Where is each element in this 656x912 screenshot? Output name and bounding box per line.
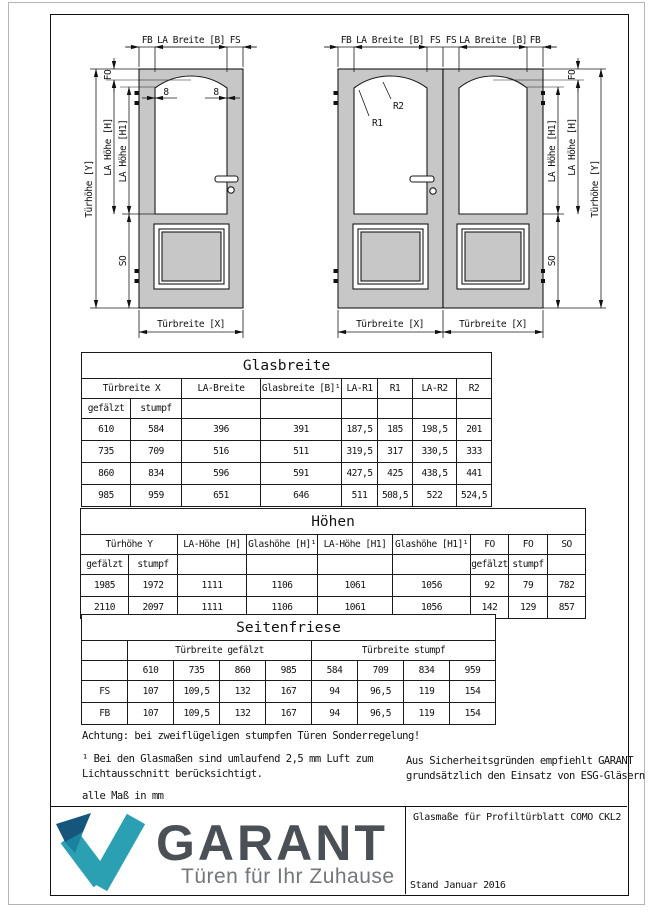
table-cell: 94 [312,703,358,725]
table-cell: 709 [131,441,182,463]
table-cell: 591 [261,463,342,485]
table-cell: 198,5 [413,419,457,441]
table-cell: 441 [457,463,492,485]
glasbreite-table [81,352,492,507]
table-cell: 1056 [393,597,471,619]
table-cell: 959 [131,485,182,507]
note-footnote-line2: Lichtausschnitt berücksichtigt. [82,768,263,780]
dim-label-la-hoehe-h1: LA Höhe [H1] [118,119,129,183]
dim-label-tuerhoehe-y: Türhöhe [Y] [84,160,95,218]
table-cell: 1106 [247,597,318,619]
table-cell: 511 [261,441,342,463]
table-cell: 2097 [129,597,178,619]
table-cell: 187,5 [342,419,378,441]
table-cell: 524,5 [457,485,492,507]
table-cell: 1985 [81,575,129,597]
table-cell: 860 [82,463,131,485]
table-cell: FS [82,681,128,703]
document-date: Stand Januar 2016 [410,880,506,891]
table-cell: 782 [548,575,586,597]
table-cell: 646 [261,485,342,507]
dim-label-fo: FO [567,69,578,81]
table-cell: 154 [450,703,496,725]
table-cell: 1111 [178,597,247,619]
dim-label-fo: FO [103,69,114,81]
sub-gefaelzt: gefälzt [471,555,509,575]
table-cell: 92 [471,575,509,597]
dim-label-fs: FS [429,35,441,46]
table-cell: 96,5 [358,681,404,703]
note-footnote-line1: ¹ Bei den Glasmaßen sind umlaufend 2,5 mm Luft zum [82,753,374,765]
table-cell: 167 [266,703,312,725]
seitenfriese-title: Seitenfriese [82,615,496,641]
sub-stumpf: stumpf [509,555,548,575]
table-cell: 107 [128,703,174,725]
table-cell: 333 [457,441,492,463]
table-cell: 735 [82,441,131,463]
dim-label-la-breite: LA Breite [B] [356,35,424,46]
table-cell: 511 [342,485,378,507]
table-row [82,485,492,507]
dim-label-tuerhoehe-y: Türhöhe [Y] [590,160,601,218]
dim-label-so: SO [118,255,129,267]
dim-label-tuerbreite-x: Türbreite [X] [356,319,424,330]
table-cell: 119 [404,681,450,703]
table-cell: 317 [378,441,413,463]
table-cell: 1106 [247,575,318,597]
table-cell: 596 [182,463,261,485]
col-r2: R2 [457,379,492,399]
sub-stumpf: stumpf [129,555,178,575]
table-cell: 185 [378,419,413,441]
dim-label-eight: 8 [163,87,169,98]
table-cell: 1056 [393,575,471,597]
dim-label-r1: R1 [372,118,383,129]
single-door [135,69,244,308]
dim-label-so: SO [547,255,558,267]
table-cell: 1972 [129,575,178,597]
hoehen-title: Höhen [81,509,586,535]
table-cell: 651 [182,485,261,507]
table-cell: 425 [378,463,413,485]
brand-wordmark: GARANT [156,815,388,871]
table-cell: 129 [509,597,548,619]
col-la-breite: LA-Breite [182,379,261,399]
table-cell: 834 [131,463,182,485]
col-la-hoehe-h: LA-Höhe [H] [178,535,247,555]
table-cell: 109,5 [174,703,220,725]
table-cell: 167 [266,681,312,703]
table-cell: 154 [450,681,496,703]
table-cell: 1111 [178,575,247,597]
dim-label-r2: R2 [393,101,404,112]
col-glasbreite: Glasbreite [B]¹ [261,379,342,399]
col-tuerhoehe-y: Türhöhe Y [81,535,178,555]
col-glashoehe-h1: Glashöhe [H1]¹ [393,535,471,555]
col-la-r1: LA-R1 [342,379,378,399]
dim-label-eight: 8 [213,87,219,98]
table-cell: 985 [82,485,131,507]
footer-top-border [50,806,627,807]
table-cell: 584 [131,419,182,441]
document-title: Glasmaße für Profiltürblatt COMO CKL2 [413,812,621,823]
table-cell: 94 [312,681,358,703]
table-cell: 508,5 [378,485,413,507]
table-cell: 132 [220,703,266,725]
note-achtung: Achtung: bei zweiflügeligen stumpfen Türen Sonderregelung! [82,730,420,742]
table-cell: 79 [509,575,548,597]
table-cell: FB [82,703,128,725]
col-glashoehe-h: Glashöhe [H]¹ [247,535,318,555]
col-r1: R1 [378,379,413,399]
table-cell: 522 [413,485,457,507]
note-safety-line2: grundsätzlich den Einsatz von ESG-Gläsern [406,770,645,782]
dim-label-la-hoehe-h: LA Höhe [H] [567,118,578,176]
dim-label-la-hoehe-h: LA Höhe [H] [103,118,114,176]
table-row [82,419,492,441]
technical-drawing [50,14,628,354]
hinge-marks [135,91,139,283]
sub-stumpf: stumpf [131,399,182,419]
col-tuerbreite-x: Türbreite X [82,379,182,399]
col-tuerbreite-gefaelzt: Türbreite gefälzt [128,641,312,661]
table-cell: 132 [220,681,266,703]
sub-gefaelzt: gefälzt [81,555,129,575]
seitenfriese-table: Seitenfriese Türbreite gefälzt Türbreite stumpf 610 735 860 985 584 709 834 959 FS 107 109,5 132 167 94 96,5 119 154 FB 107 109,5 132 167 94 96,5 119 154 [81,614,496,725]
table-cell: 1061 [318,575,393,597]
col-fo-gefaelzt: FO [471,535,509,555]
col-tuerbreite-stumpf: Türbreite stumpf [312,641,496,661]
table-cell: 109,5 [174,681,220,703]
glasbreite-title: Glasbreite [82,353,492,379]
table-cell: 107 [128,681,174,703]
note-units: alle Maß in mm [82,790,164,802]
table-cell: 516 [182,441,261,463]
table-row [82,463,492,485]
table-cell: 330,5 [413,441,457,463]
dim-label-fb: FB [141,35,153,46]
table-row [82,681,496,703]
col-la-hoehe-h1: LA-Höhe [H1] [318,535,393,555]
table-row [81,575,586,597]
double-door [334,69,546,308]
dim-label-la-breite: LA Breite [B] [157,35,225,46]
table-cell: 1061 [318,597,393,619]
table-cell: 438,5 [413,463,457,485]
table-cell: 201 [457,419,492,441]
dim-label-fs: FS [229,35,241,46]
table-cell: 396 [182,419,261,441]
table-cell: 319,5 [342,441,378,463]
table-cell: 610 [82,419,131,441]
table-row [82,703,496,725]
col-fo-stumpf: FO [509,535,548,555]
table-cell: 2110 [81,597,129,619]
hoehen-table [80,508,586,619]
col-la-r2: LA-R2 [413,379,457,399]
table-row [82,441,492,463]
table-cell: 119 [404,703,450,725]
footer-divider [405,806,406,894]
col-so: SO [548,535,586,555]
note-safety-line1: Aus Sicherheitsgründen empfiehlt GARANT [406,755,634,767]
dim-label-fs: FS [445,35,457,46]
brand-tagline: Türen für Ihr Zuhause [181,865,395,888]
dim-label-la-breite: LA Breite [B] [459,35,527,46]
dim-label-tuerbreite-x: Türbreite [X] [157,319,225,330]
table-cell: 96,5 [358,703,404,725]
table-cell: 142 [471,597,509,619]
dim-label-la-hoehe-h1: LA Höhe [H1] [547,119,558,183]
garant-logo-icon [56,811,146,895]
dim-label-tuerbreite-x: Türbreite [X] [459,319,527,330]
table-cell: 391 [261,419,342,441]
sub-gefaelzt: gefälzt [82,399,131,419]
dim-label-fb: FB [340,35,352,46]
table-cell: 427,5 [342,463,378,485]
dim-label-fb: FB [529,35,541,46]
table-cell: 857 [548,597,586,619]
